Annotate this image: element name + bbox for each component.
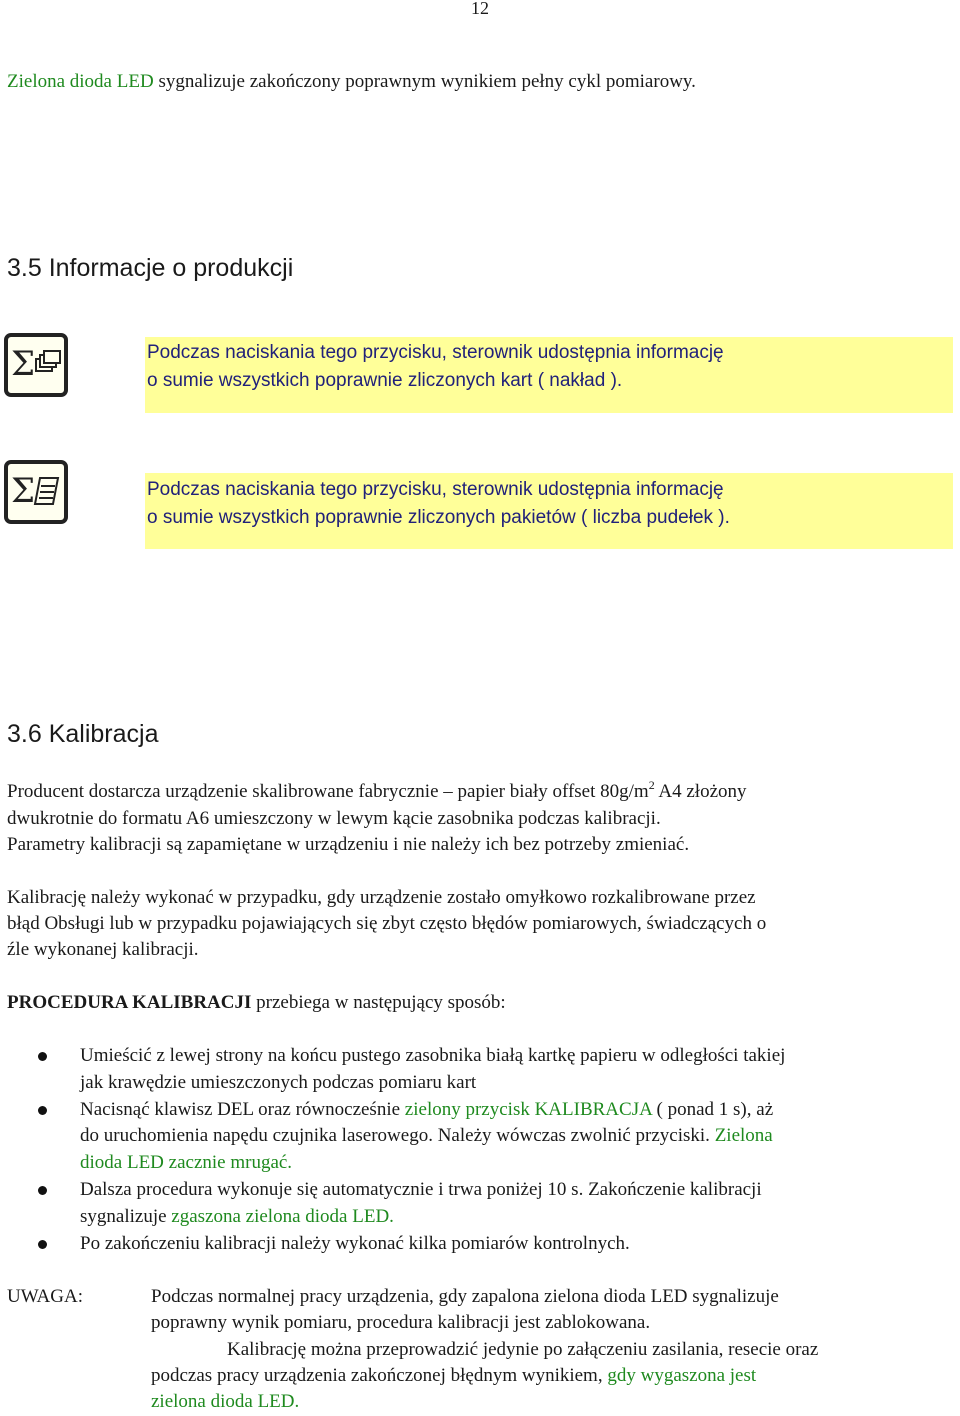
bullet-1-dot xyxy=(38,1052,47,1061)
note-line5: zielona dioda LED. xyxy=(151,1391,300,1412)
bullet-1-line1: Umieścić z lewej strony na końcu pustego zasobnika białą kartkę papieru w odległości takiej xyxy=(80,1045,786,1066)
bullet-2-line1 xyxy=(80,1097,773,1124)
procedure-line xyxy=(7,990,506,1017)
bullet-2-dot xyxy=(38,1106,47,1115)
paragraph-2-line2: błąd Obsługi lub w przypadku pojawiających się zbyt często błędów pomiarowych, świadczących o xyxy=(7,913,767,934)
procedure-bold: PROCEDURA KALIBRACJI xyxy=(7,992,252,1013)
sum-packets-icon xyxy=(4,460,68,524)
bullet-3-line2-text: sygnalizuje xyxy=(80,1206,172,1227)
bullet-3-line2 xyxy=(80,1204,394,1231)
note-line4-text: podczas pracy urządzenia zakończonej błędnym wynikiem, xyxy=(151,1365,608,1386)
note-line3: Kalibrację można przeprowadzić jedynie po załączeniu zasilania, resecie oraz xyxy=(227,1339,819,1360)
bullet-3-dot xyxy=(38,1186,47,1195)
note-line1: Podczas normalnej pracy urządzenia, gdy zapalona zielona dioda LED sygnalizuje xyxy=(151,1286,779,1307)
p1-superscript: 2 xyxy=(648,778,655,792)
info-packets-line2: o sumie wszystkich poprawnie zliczonych pakietów ( liczba pudełek ). xyxy=(147,507,730,528)
bullet-2-line2-text: do uruchomienia napędu czujnika laserowego. Należy wówczas zwolnić przyciski. xyxy=(80,1125,715,1146)
paragraph-2-line1: Kalibrację należy wykonać w przypadku, gdy urządzenie zostało omyłkowo rozkalibrowane przez xyxy=(7,887,756,908)
paragraph-1-line3: Parametry kalibracji są zapamiętane w urządzeniu i nie należy ich bez potrzeby zmieniać. xyxy=(7,834,690,855)
info-packets-line1: Podczas naciskania tego przycisku, sterownik udostępnia informację xyxy=(147,479,724,500)
note-label: UWAGA: xyxy=(7,1286,83,1307)
bullet-2-text-b: ( ponad 1 s), aż xyxy=(651,1099,774,1120)
p1-text-a: Producent dostarcza urządzenie skalibrowane fabrycznie – papier biały offset 80g/m xyxy=(7,781,649,802)
info-cards-line1: Podczas naciskania tego przycisku, sterownik udostępnia informację xyxy=(147,342,724,363)
procedure-rest: przebiega w następujący sposób: xyxy=(251,992,506,1013)
bullet-2-line3: dioda LED zacznie mrugać. xyxy=(80,1152,293,1173)
paragraph-2-line3: źle wykonanej kalibracji. xyxy=(7,939,199,960)
note-line4 xyxy=(151,1363,756,1390)
page-number: 12 xyxy=(471,0,489,18)
bullet-4-line1: Po zakończeniu kalibracji należy wykonać kilka pomiarów kontrolnych. xyxy=(80,1233,630,1254)
bullet-1-line2: jak krawędzie umieszczonych podczas pomiaru kart xyxy=(80,1072,477,1093)
bullet-2-text-a: Nacisnąć klawisz DEL oraz równocześnie xyxy=(80,1099,405,1120)
section-title-3-6: 3.6 Kalibracja xyxy=(7,720,159,748)
paragraph-1-line1 xyxy=(7,779,747,806)
section-title-3-5: 3.5 Informacje o produkcji xyxy=(7,254,294,282)
bullet-2-line2 xyxy=(80,1123,773,1150)
note-line4-green: gdy wygaszona jest xyxy=(607,1365,757,1386)
intro-rest-text: sygnalizuje zakończony poprawnym wynikiem pełny cykl pomiarowy. xyxy=(153,71,696,92)
bullet-3-line2-green: zgaszona zielona dioda LED. xyxy=(171,1206,394,1227)
bullet-2-line2-green: Zielona xyxy=(714,1125,773,1146)
bullet-4-dot xyxy=(38,1240,47,1249)
info-box-packets xyxy=(145,473,953,549)
bullet-2-green-button-text: zielony przycisk KALIBRACJA xyxy=(404,1099,652,1120)
intro-line xyxy=(7,68,696,95)
paragraph-1-line2: dwukrotnie do formatu A6 umieszczony w lewym kącie zasobnika podczas kalibracji. xyxy=(7,808,661,829)
svg-text:Σ: Σ xyxy=(11,344,36,384)
svg-text:Σ: Σ xyxy=(11,471,36,511)
intro-green-text: Zielona dioda LED xyxy=(7,71,154,92)
info-cards-line2: o sumie wszystkich poprawnie zliczonych kart ( nakład ). xyxy=(147,370,623,391)
sum-cards-icon xyxy=(4,333,68,397)
info-box-cards xyxy=(145,337,953,413)
bullet-3-line1: Dalsza procedura wykonuje się automatycznie i trwa poniżej 10 s. Zakończenie kalibracji xyxy=(80,1179,762,1200)
p1-text-b: A4 złożony xyxy=(654,781,747,802)
note-line2: poprawny wynik pomiaru, procedura kalibracji jest zablokowana. xyxy=(151,1312,651,1333)
